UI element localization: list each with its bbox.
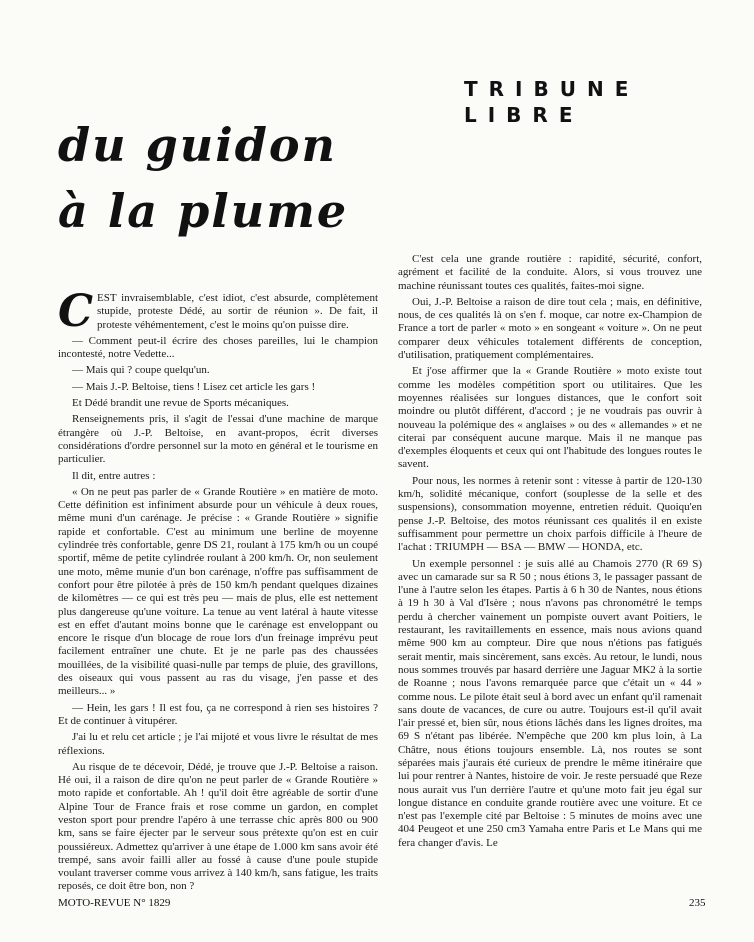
rubric-line-1: TRIBUNE: [464, 77, 640, 101]
magazine-issue: MOTO-REVUE N° 1829: [58, 897, 171, 909]
paragraph: Au risque de te décevoir, Dédé, je trouve que J.-P. Beltoise a raison. Hé oui, il a raison de dire qu'on ne peut parler de « Grande Routière » moto rapide et confortable. Ah ! qu'il doit être agréable de sortir d'une Alpine Tour de France frais et rose comme un gardon, en complet veston sport pour prendre l'apéro à une terrasse chic après 800 ou 900 km, sans se faire éjecter par le serveur sous prétexte qu'on est en cuir poussiéreux. Admettez qu'arriver à une étape de 1.000 km sans avoir été trempé, sans avoir failli aller au fossé à cause d'une poule stupide voulant traverser comme vous arrivez à 140 km/h, sans fatigue, les traits reposés, ce doit être bon, non ?: [58, 760, 378, 893]
left-column: [58, 286, 378, 897]
article-headline: [58, 112, 418, 244]
paragraph: C'est cela une grande routière : rapidité, sécurité, confort, agrément et facilité de la conduite. Alors, si vous trouvez une machine réunissant toutes ces qualités, faites-moi signe.: [398, 253, 702, 292]
paragraph: Un exemple personnel : je suis allé au Chamois 2770 (R 69 S) avec un camarade sur sa R 50 ; nous étions 3, le passager passant de l'une à l'autre selon les étapes. Partis à 6 h 30 de Nantes, nous étions à 19 h 30 à Val d'Isère ; nous n'avons pas chronométré le temps perdu à chercher vainement un pompiste ouvert avant Poitiers, le restaurant, les ravitaillements en essence, mais nous avions quand même 900 km au compteur. Dire que nous n'étions pas fatigués serait mentir, mais sincèrement, sans excès. Au retour, le lundi, nous nous sommes trouvés par hasard derrière une Jaguar MK2 à la sortie de Roanne ; nous l'avons remarquée parce que c'était un « 44 » comme nous. Le pilote était seul à bord avec un enfant qu'il ramenait sans doute de vacances, de cure ou autre. Toujours est-il qu'il avait l'air pressé et, bien sûr, nous étions lâchés dans les lignes droites, ma 69 S n'étant pas libérée. N'empêche que 200 km plus loin, à La Châtre, nous étions toujours ensemble. Là, nos routes se sont séparées mais j'aurais été curieux de prendre le même itinéraire que lui pour rentrer à Nantes, histoire de voir. Je reste persuadé que Reze nous aurait vus l'un derrière l'autre et qu'une moto fait jeu égal sur longue distance en conduite grande routière avec une voiture. Et ce n'est pas l'exemple cité par Beltoise : 5 minutes de moins avec une 404 Peugeot et une 250 cm3 Yamaha entre Paris et Le Mans qui me fera changer d'avis. Le: [398, 557, 702, 849]
paragraph: Oui, J.-P. Beltoise a raison de dire tout cela ; mais, en définitive, nous, de ces qualités là on s'en f. moque, car notre ex-Champion de France a tort de parler « moto » en songeant « voiture ». On ne peut comparer deux véhicules totalement différents de conception, d'utilisation, pratiquement complémentaires.: [398, 295, 702, 362]
headline-line-2: à la plume: [58, 184, 349, 238]
drop-cap: C: [58, 286, 94, 337]
paragraph: « On ne peut pas parler de « Grande Routière » en matière de moto. Cette définition est infiniment absurde pour un véhicule à deux roues, même muni d'un carénage. Je précise : « Grande Routière » signifie rapide et confortable. C'est au minimum une berline de moyenne cylindrée très confortable, genre DS 21, roulant à 175 km/h ou un coupé sportif, même de petite cylindrée roulant à 200 km/h. Or, non seulement une moto, même munie d'un bon carénage, n'offre pas suffisamment de confort pour être pilotée à près de 150 km/h pendant quelques dizaines de kilomètres — ce qui est très peu — mais de plus, elle est nettement plus dangereuse qu'une voiture. La tenue au vent latéral à haute vitesse est en effet d'autant moins bonne que le carénage est enveloppant ou encore le risque d'un blocage de roue lors d'un freinage imprévu peut facilement entraîner une chute. Et je ne parle pas des chaussées mouillées, de la visibilité quasi-nulle par temps de pluie, des gravillons, des oiseaux qui vous passent au ras du visage, j'en passe et des meilleurs... »: [58, 485, 378, 698]
paragraph: — Hein, les gars ! Il est fou, ça ne correspond à rien ses histoires ? Et de continuer à vitupérer.: [58, 701, 378, 727]
headline-line-1: du guidon: [58, 118, 337, 172]
paragraph: — Mais J.-P. Beltoise, tiens ! Lisez cet article les gars !: [72, 380, 316, 393]
page-number: 235: [689, 897, 706, 909]
paragraph: Pour nous, les normes à retenir sont : vitesse à partir de 120-130 km/h, solidité mécanique, confort (souplesse de la selle et des suspensions), consommation moyenne, entretien réduit. Quoiqu'en pense J.-P. Beltoise, des motos réunissant ces qualités il en existe suffisamment pour permettre un choix parfois difficile à l'heure de l'achat : TRIUMPH — BSA — BMW — HONDA, etc.: [398, 474, 702, 554]
paragraph: Et j'ose affirmer que la « Grande Routière » moto existe tout comme les modèles compétition sport ou utilitaires. Que les moyennes réalisées sur longues distances, que le confort soit moindre ou plutôt différent, d'accord ; je ne voudrais pas ouvrir à nouveau la polémique des « anglaises » ou des « allemandes » et ne citerai par conséquent aucune marque. Mais il ne manque pas d'exemples éloquents et ceux qui ont l'habitude des longues routes le savent.: [398, 365, 702, 471]
paragraph: — Comment peut-il écrire des choses pareilles, lui le champion incontesté, notre Vedette...: [58, 334, 378, 361]
rubric-line-2: LIBRE: [464, 103, 584, 127]
paragraph: CEST invraisemblable, c'est idiot, c'est absurde, complètement stupide, proteste Dédé, au sortir de réunion ». De fait, il proteste véhémentement, c'est le moins qu'on puisse dire.: [58, 286, 378, 337]
right-column: [398, 253, 702, 853]
paragraph: J'ai lu et relu cet article ; je l'ai mijoté et vous livre le résultat de mes réflexions.: [58, 731, 378, 757]
section-rubric: [464, 76, 639, 128]
paragraph: Renseignements pris, il s'agit de l'essai d'une machine de marque étrangère où J.-P. Beltoise, en avant-propos, écrit diverses considérations d'ordre personnel sur la moto en général et le tourisme en particulier.: [58, 413, 378, 466]
paragraph: — Mais qui ? coupe quelqu'un.: [72, 364, 210, 377]
paragraph: Il dit, entre autres :: [72, 469, 156, 482]
paragraph: Et Dédé brandit une revue de Sports mécaniques.: [72, 397, 289, 410]
